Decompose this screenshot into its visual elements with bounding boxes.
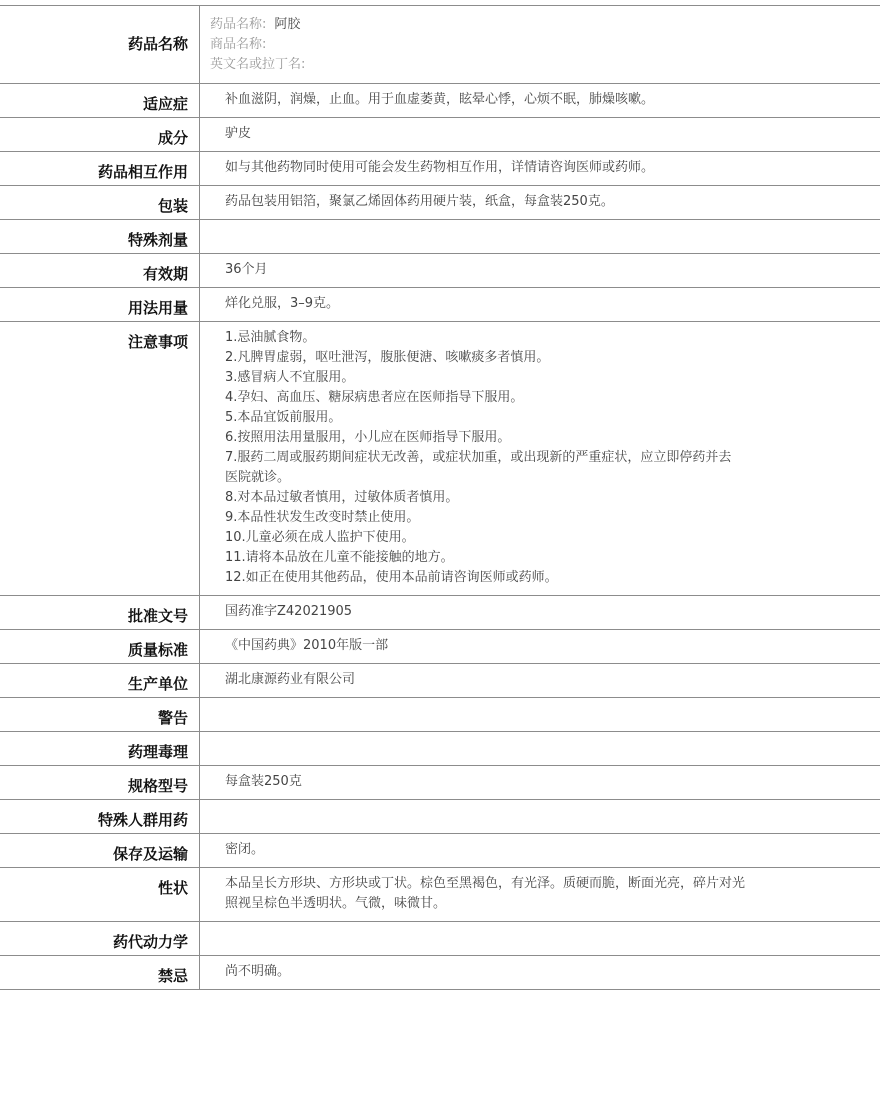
row-usage-dosage (0, 287, 880, 321)
row-pharmacokinetics (0, 921, 880, 955)
row-label: 药代动力学 (0, 922, 200, 955)
english-name-label: 英文名或拉丁名: (210, 57, 306, 72)
precaution-line: 1.忌油腻食物。 (225, 330, 316, 345)
row-label: 特殊剂量 (0, 220, 200, 253)
row-shelf-life (0, 253, 880, 287)
precaution-line: 10.儿童必须在成人监护下使用。 (225, 530, 415, 545)
row-label: 生产单位 (0, 664, 200, 697)
row-label: 特殊人群用药 (0, 800, 200, 833)
precaution-line: 7.服药二周或服药期间症状无改善，或症状加重，或出现新的严重症状，应立即停药并去 (225, 450, 732, 465)
row-value: 驴皮 (225, 126, 252, 141)
row-label: 药品名称 (0, 6, 200, 83)
drug-name-line (210, 15, 880, 35)
row-pharmacology-toxicology (0, 731, 880, 765)
row-value: 密闭。 (225, 842, 265, 857)
precaution-line: 3.感冒病人不宜服用。 (225, 370, 355, 385)
row-value: 尚不明确。 (225, 964, 291, 979)
row-value (200, 732, 880, 765)
row-label: 药理毒理 (0, 732, 200, 765)
row-value (200, 220, 880, 253)
row-warning (0, 697, 880, 731)
row-label: 有效期 (0, 254, 200, 287)
row-label: 适应症 (0, 84, 200, 117)
trade-name-label: 商品名称: (210, 37, 267, 52)
row-appearance (0, 867, 880, 921)
row-approval-number (0, 595, 880, 629)
row-label: 药品相互作用 (0, 152, 200, 185)
row-value (200, 6, 880, 83)
row-value (200, 800, 880, 833)
row-special-dosage (0, 219, 880, 253)
row-value (200, 322, 880, 595)
row-label: 批准文号 (0, 596, 200, 629)
row-value: 湖北康源药业有限公司 (225, 672, 356, 687)
row-special-populations (0, 799, 880, 833)
row-drug-name (0, 5, 880, 83)
precaution-line: 医院就诊。 (225, 470, 291, 485)
row-specification (0, 765, 880, 799)
row-contraindications (0, 955, 880, 990)
row-label: 成分 (0, 118, 200, 151)
row-indications (0, 83, 880, 117)
row-label: 禁忌 (0, 956, 200, 989)
appearance-line: 照视呈棕色半透明状。气微，味微甘。 (225, 896, 447, 911)
row-value: 国药准字Z42021905 (225, 604, 353, 619)
precaution-line: 8.对本品过敏者慎用，过敏体质者慎用。 (225, 490, 459, 505)
row-value: 补血滋阴，润燥，止血。用于血虚萎黄，眩晕心悸，心烦不眠，肺燥咳嗽。 (225, 92, 655, 107)
row-label: 性状 (0, 868, 200, 921)
drug-info-table (0, 5, 880, 990)
row-label: 注意事项 (0, 322, 200, 595)
row-storage-transport (0, 833, 880, 867)
row-value (200, 922, 880, 955)
precaution-line: 4.孕妇、高血压、糖尿病患者应在医师指导下服用。 (225, 390, 524, 405)
precaution-line: 12.如正在使用其他药品，使用本品前请咨询医师或药师。 (225, 570, 558, 585)
row-label: 规格型号 (0, 766, 200, 799)
row-label: 保存及运输 (0, 834, 200, 867)
row-value (200, 868, 880, 921)
row-packaging (0, 185, 880, 219)
precaution-line: 5.本品宜饭前服用。 (225, 410, 342, 425)
row-quality-standard (0, 629, 880, 663)
drug-name-value: 阿胶 (274, 17, 301, 32)
row-value: 如与其他药物同时使用可能会发生药物相互作用，详情请咨询医师或药师。 (225, 160, 655, 175)
row-value: 每盒装250克 (225, 774, 302, 789)
row-ingredients (0, 117, 880, 151)
precaution-line: 11.请将本品放在儿童不能接触的地方。 (225, 550, 454, 565)
precaution-line: 6.按照用法用量服用，小儿应在医师指导下服用。 (225, 430, 511, 445)
row-label: 警告 (0, 698, 200, 731)
drug-name-label: 药品名称: (210, 17, 267, 32)
row-value: 药品包装用铝箔，聚氯乙烯固体药用硬片装，纸盒，每盒装250克。 (225, 194, 614, 209)
row-manufacturer (0, 663, 880, 697)
row-value: 36个月 (225, 262, 268, 277)
appearance-line: 本品呈长方形块、方形块或丁状。棕色至黑褐色，有光泽。质硬而脆，断面光亮，碎片对光 (225, 876, 746, 891)
precaution-line: 9.本品性状发生改变时禁止使用。 (225, 510, 420, 525)
row-value: 《中国药典》2010年版一部 (225, 638, 389, 653)
row-precautions (0, 321, 880, 595)
row-value (200, 698, 880, 731)
precaution-line: 2.凡脾胃虚弱，呕吐泄泻，腹胀便溏、咳嗽痰多者慎用。 (225, 350, 550, 365)
row-label: 包装 (0, 186, 200, 219)
row-label: 质量标准 (0, 630, 200, 663)
row-label: 用法用量 (0, 288, 200, 321)
row-interactions (0, 151, 880, 185)
row-value: 烊化兑服，3–9克。 (225, 296, 340, 311)
